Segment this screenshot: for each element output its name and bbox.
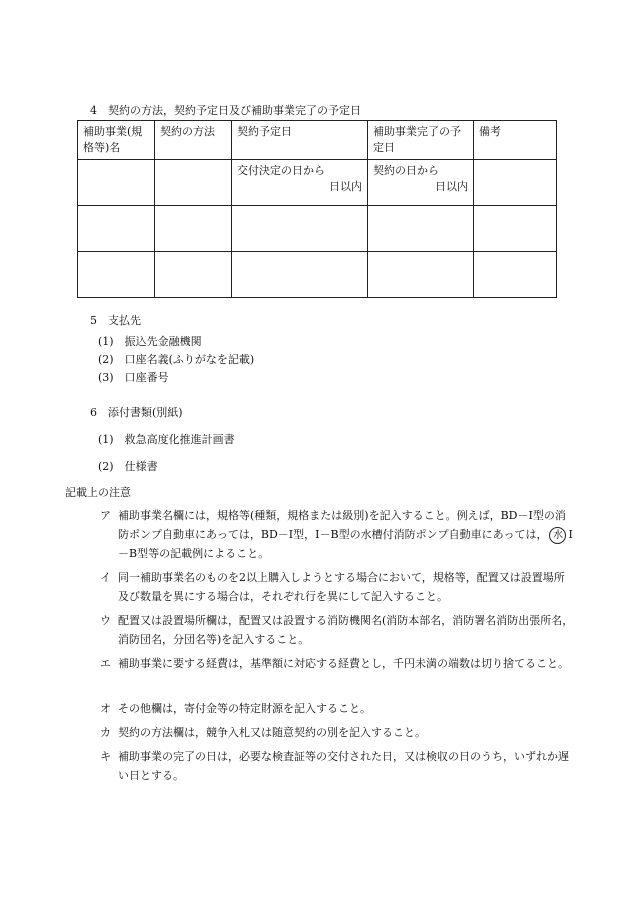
table-cell [474,252,557,298]
note-text: 補助事業の完了の日は，必要な検査証等の交付された日，又は検収の日のうち，いずれか遅い日とする。 [118,750,569,782]
note-mark: キ [100,750,111,763]
table-cell [368,252,474,298]
notes-title: 記載上の注意 [65,486,131,499]
table-cell [78,206,155,252]
note-mark: ウ [100,614,111,627]
note-ki [100,747,574,785]
note-text: 補助事業に要する経費は，基準額に対応する経費とし，千円未満の端数は切り捨てること。 [118,657,569,670]
note-mark: ア [100,509,111,522]
table-cell [474,160,557,206]
completion-date-cell [368,160,474,206]
section5-item: (1) 振込先金融機関 [98,335,202,348]
note-text: 配置又は設置場所欄は，配置又は設置する消防機関名(消防本部名，消防署名消防出張所名，消防団名，分団名等)を記入すること。 [118,614,574,646]
note-u [100,611,574,649]
note-text: 同一補助事業名のものを2以上購入しようとする場合において，規格等，配置又は設置場所及び数量を異にする場合は，それぞれ行を異にして記入すること。 [118,571,565,603]
header-project-name: 補助事業(規格等)名 [78,121,155,160]
header-contract-date: 契約予定日 [232,121,368,160]
note-i [100,568,574,606]
planned-date-line2: 日以内 [329,180,362,193]
table-header-row [78,121,557,160]
section6-item: (1) 救急高度化推進計画書 [98,433,235,446]
table-row [78,252,557,298]
table-cell [232,252,368,298]
table-cell [155,252,232,298]
table-cell [474,206,557,252]
planned-date-cell [232,160,368,206]
note-a-text1: 補助事業名欄には，規格等(種類，規格または級別)を記入すること。例えば，BD－I型の消防ポンプ自動車にあっては，BD－I型，I－B型の水槽付消防ポンプ自動車にあっては， [118,509,566,541]
header-remarks: 備考 [474,121,557,160]
contract-table [77,120,557,298]
section6-heading: 6 添付書類(別紙) [90,406,183,419]
header-completion-date: 補助事業完了の予定日 [368,121,474,160]
table-row [78,160,557,206]
section5-item: (3) 口座番号 [98,371,169,384]
table-cell [155,206,232,252]
completion-line2: 日以内 [435,180,468,193]
note-text: その他欄は，寄付金等の特定財源を記入すること。 [118,702,371,715]
note-text: 契約の方法欄は，競争入札又は随意契約の別を記入すること。 [118,726,426,739]
header-contract-method: 契約の方法 [155,121,232,160]
note-mark: エ [100,657,111,670]
note-a [100,506,574,563]
section6-item: (2) 仕様書 [98,460,158,473]
table-cell [368,206,474,252]
section4-heading: 4 契約の方法，契約予定日及び補助事業完了の予定日 [90,104,361,117]
completion-line1: 契約の日から [373,164,439,177]
table-cell [78,252,155,298]
note-mark: オ [100,702,111,715]
section5-item: (2) 口座名義(ふりがなを記載) [98,353,255,366]
table-cell [232,206,368,252]
note-ka [100,723,574,742]
table-cell [78,160,155,206]
note-mark: イ [100,571,111,584]
table-row [78,206,557,252]
note-o [100,699,574,718]
note-mark: カ [100,726,111,739]
section5-heading: 5 支払先 [90,314,141,327]
note-e [100,654,574,673]
table-cell [155,160,232,206]
water-circle-mark: 水 [549,527,566,544]
planned-date-line1: 交付決定の日から [237,164,325,177]
note-a-text2: I－B型等の記載例によること。 [118,528,573,560]
